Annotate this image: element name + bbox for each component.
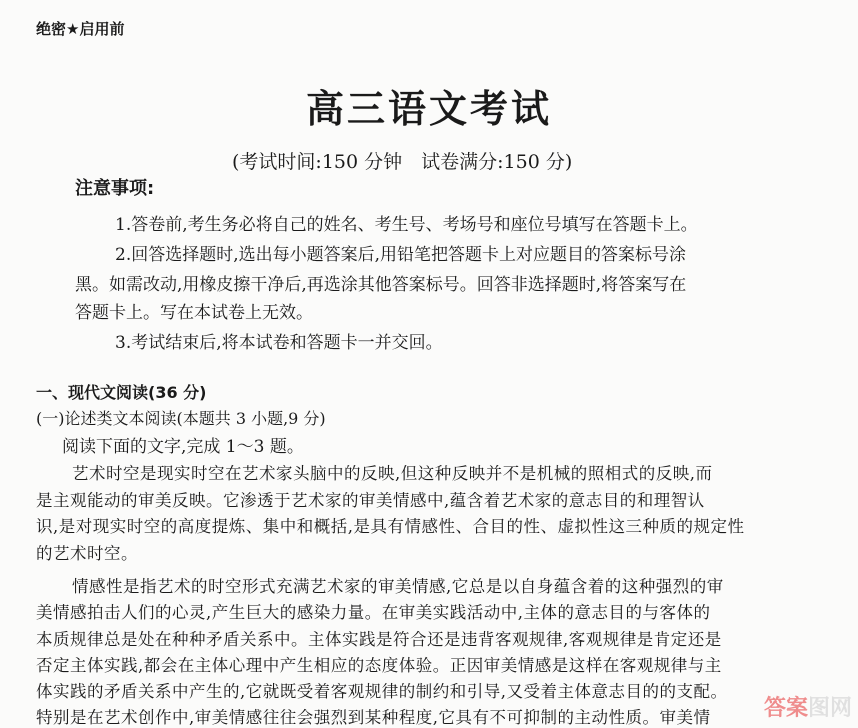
- watermark: [764, 691, 852, 722]
- classification-label: 绝密★启用前: [36, 20, 125, 38]
- paragraph-line: 是主观能动的审美反映。它渗透于艺术家的审美情感中,蕴含着艺术家的意志目的和理智认: [36, 491, 705, 510]
- notice-line-4: 答题卡上。写在本试卷上无效。: [75, 303, 313, 323]
- notice-heading: 注意事项:: [75, 178, 155, 199]
- exam-title: 高三语文考试: [305, 87, 552, 131]
- paragraph-line: 美情感拍击人们的心灵,产生巨大的感染力量。在审美实践活动中,主体的意志目的与客体的: [36, 603, 711, 622]
- paragraph-line: 识,是对现实时空的高度提炼、集中和概括,是具有情感性、合目的性、虚拟性这三种质的规定性: [36, 517, 745, 536]
- section-heading: 一、现代文阅读(36 分): [36, 383, 207, 402]
- watermark-prefix: 答案: [763, 696, 808, 721]
- paragraph-line: 情感性是指艺术的时空形式充满艺术家的审美情感,它总是以自身蕴含着的这种强烈的审: [72, 577, 724, 596]
- notice-line-2: 2.回答选择题时,选出每小题答案后,用铅笔把答题卡上对应题目的答案标号涂: [115, 245, 687, 265]
- paragraph-line: 否定主体实践,都会在主体心理中产生相应的态度体验。正因审美情感是这样在客观规律与主: [36, 656, 722, 675]
- notice-line-1: 1.答卷前,考生务必将自己的姓名、考生号、考场号和座位号填写在答题卡上。: [115, 215, 698, 235]
- paragraph-line: 的艺术时空。: [36, 544, 138, 563]
- notice-line-5: 3.考试结束后,将本试卷和答题卡一并交回。: [115, 333, 443, 353]
- paragraph-line: 艺术时空是现实时空在艺术家头脑中的反映,但这种反映并不是机械的照相式的反映,而: [72, 464, 713, 483]
- notice-line-3: 黑。如需改动,用橡皮擦干净后,再选涂其他答案标号。回答非选择题时,将答案写在: [75, 275, 687, 295]
- paragraph-line: 特别是在艺术创作中,审美情感往往会强烈到某种程度,它具有不可抑制的主动性质。审美情: [36, 708, 711, 727]
- watermark-text: 图网: [807, 696, 852, 721]
- reading-instruction: 阅读下面的文字,完成 1～3 题。: [62, 437, 304, 457]
- paragraph-line: 体实践的矛盾关系中产生的,它就既受着客观规律的制约和引导,又受着主体意志目的的支配。: [36, 682, 728, 701]
- paragraph-line: 本质规律总是处在种种矛盾关系中。主体实践是符合还是违背客观规律,客观规律是肯定还是: [36, 630, 722, 649]
- subsection-heading: (一)论述类文本阅读(本题共 3 小题,9 分): [36, 409, 326, 428]
- exam-info: (考试时间:150 分钟 试卷满分:150 分): [232, 151, 573, 173]
